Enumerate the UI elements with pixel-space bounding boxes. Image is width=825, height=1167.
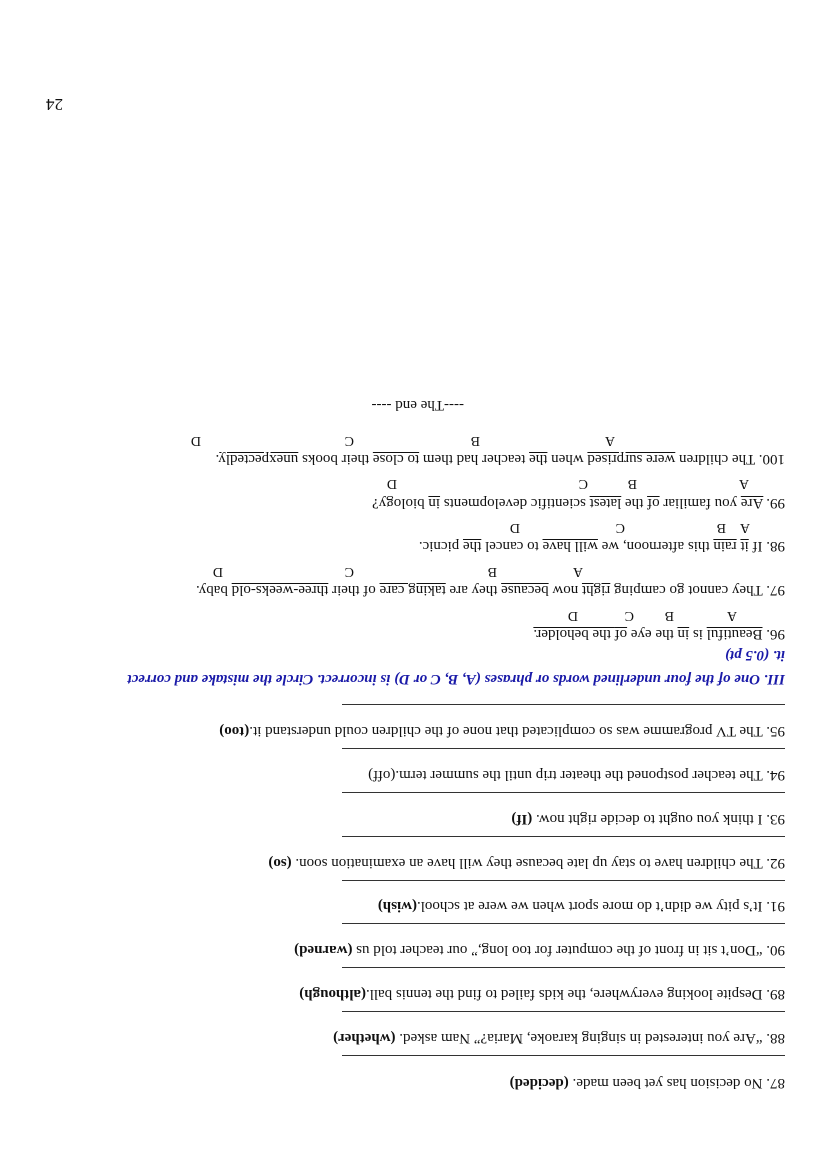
question-98: 98. If it rain this afternoon, we will have to cancel the picnic. (418, 538, 785, 554)
section-instruction-line2: it. (0.5 pt) (725, 647, 785, 663)
option-d: three-weeks-old (231, 582, 329, 598)
question-90: 90. “Don’t sit in front of the computer for too long,” our teacher told us (warned) (294, 942, 785, 958)
option-c: taking care (379, 582, 446, 598)
question-93: 93. I think you ought to decide right now. (If) (511, 811, 785, 827)
question-88: 88. “Are you interested in singing karaoke, Maria?” Nam asked. (whether) (333, 1030, 785, 1046)
option-c: to close (372, 451, 420, 467)
question-87 (40, 1074, 785, 1091)
option-b: rain (713, 538, 737, 554)
page-number: 24 (46, 95, 63, 114)
option-d: in (428, 495, 441, 511)
question-number: 87. (766, 1075, 785, 1091)
question-100: 100. The children were surprised when the teacher had them to close their books unexpectedly. (215, 451, 785, 467)
option-a: were surprised (587, 451, 676, 467)
answer-line[interactable] (342, 792, 785, 793)
option-d: unexpectedly (219, 451, 299, 467)
section-heading (33, 643, 785, 691)
question-95: 95. The TV programme was so complicated that none of the children could understand it.(too) (219, 723, 785, 739)
end-marker: ----The end ---- (371, 397, 464, 413)
answer-line[interactable] (342, 704, 785, 705)
question-89: 89. Despite looking everywhere, the kids failed to find the tennis ball.(although) (299, 986, 785, 1002)
option-c: will have (542, 538, 598, 554)
answer-line[interactable] (342, 880, 785, 881)
question-92: 92. The children have to stay up late because they will have an examination soon. (so) (268, 855, 785, 871)
answer-line[interactable] (342, 836, 785, 837)
option-a: it (740, 538, 749, 554)
option-d: the (462, 538, 482, 554)
option-a: Are (740, 495, 764, 511)
option-b: in (677, 626, 690, 642)
option-a: Beautiful (706, 626, 763, 642)
question-91: 91. It’s pity we didn’t do more sport when we were at school.(wish) (377, 898, 785, 914)
option-b: the (529, 451, 548, 467)
option-c: of (614, 626, 628, 642)
question-keyword: (decided) (509, 1075, 569, 1091)
option-b: because (501, 582, 549, 598)
question-97: 97. They cannot go camping right now because they are taking care of their three-weeks-old baby. (195, 582, 785, 598)
answer-line[interactable] (342, 1055, 785, 1056)
answer-line[interactable] (342, 1011, 785, 1012)
document-page: 87. No decision has yet been made. (decided) 88. “Are you interested in singing karaoke, Maria?” Nam asked. (whether) 89. Despite looking everywhere, the kids failed to find the tennis ball.(although) 90. “Don’t sit in front of the computer for too long,” our teacher told us (warned) 91. It’s pity we didn’t do more sport when we were at school.(wish) 92. The children have to stay up late because they will have an examination soon. (so) 93. I think you ought to decide right now. (If) 94. The teacher postponed the theater trip until the summer term.(off) 95. The TV programme was so complicated that none of the children could understand it.(too) III. One of the four underlined words or phrases (A, B, C or D) is incorrect. Circle the mistake and correct it. (0.5 pt) 96. Beautiful is in the eye of the beholder. A B C D 97. They cannot go camping right now because they are taking care of their three-weeks-old baby. A B C D 98. If it rain this afternoon, we will have to cancel the picnic. A B C D 99. Are you familiar of the latest scientific developments in biology? A B C D 100. The children were surprised when the teacher had them to close their books unexpectedly. A B C D ----The end ---- 24 (0, 0, 825, 1167)
question-94: 94. The teacher postponed the theater trip until the summer term.(off) (368, 767, 785, 783)
question-99: 99. Are you familiar of the latest scientific developments in biology? (372, 495, 785, 511)
question-96: 96. Beautiful is in the eye of the beholder. (533, 626, 785, 642)
option-a: right (581, 582, 611, 598)
option-d: the beholder. (533, 626, 615, 642)
answer-line[interactable] (342, 748, 785, 749)
option-c: latest (589, 495, 622, 511)
answer-line[interactable] (342, 923, 785, 924)
section-instruction-line1: III. One of the four underlined words or phrases (A, B, C or D) is incorrect. Circle the mistake and correct (127, 671, 785, 687)
question-sentence: No decision has yet been made. (572, 1075, 763, 1091)
option-b: of (647, 495, 660, 511)
answer-line[interactable] (342, 967, 785, 968)
